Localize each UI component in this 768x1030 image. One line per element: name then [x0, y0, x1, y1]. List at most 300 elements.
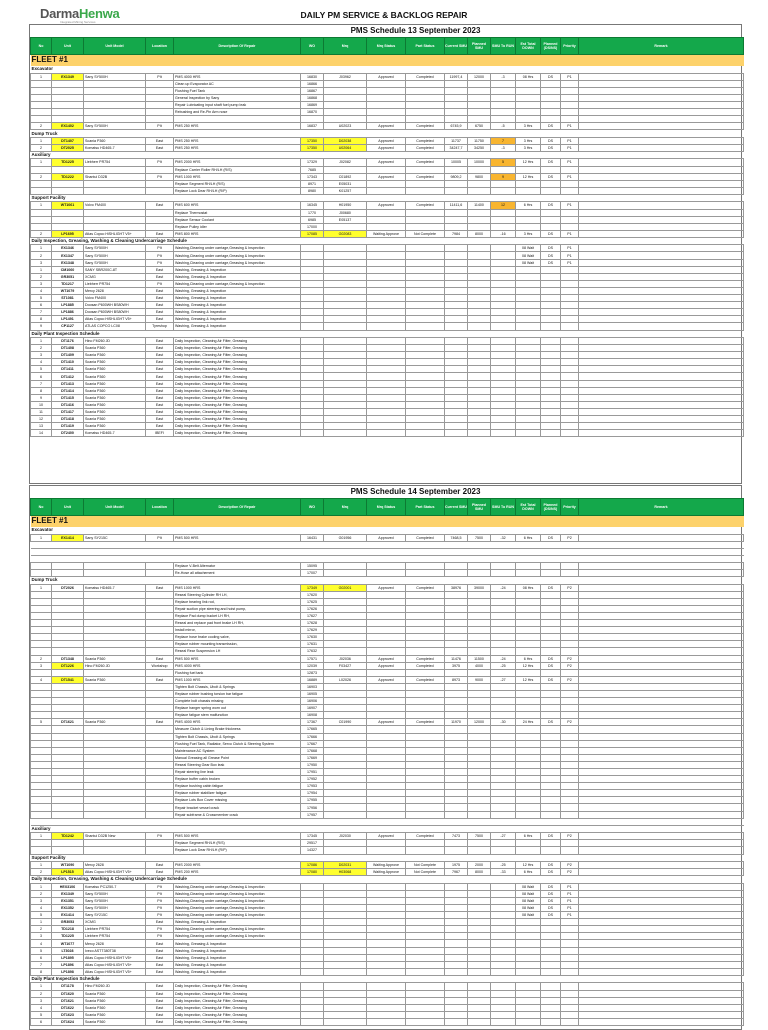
cell-remark: [579, 912, 744, 919]
cell-current-smu: [445, 890, 468, 897]
cell-unit-model: [84, 620, 146, 627]
table-row: [31, 280, 744, 287]
cell-smu-to-run: [491, 309, 516, 316]
cell-unit: LP1491: [52, 316, 84, 323]
cell-wo: 17954: [301, 790, 324, 797]
cell-unit: DT1417: [52, 408, 84, 415]
cell-current-smu: [445, 598, 468, 605]
cell-planned-smu: [468, 387, 491, 394]
cell-wo: 14327: [301, 847, 324, 854]
table-row: [31, 683, 744, 690]
table-row: [31, 108, 744, 115]
cell-unit-model: Komatsu HD465-7: [84, 430, 146, 437]
cell-planned-smu: [468, 926, 491, 933]
table-row: [31, 954, 744, 961]
cell-location: East: [146, 408, 174, 415]
cell-planned-shift: [541, 280, 561, 287]
cell-planned-smu: 8000: [468, 230, 491, 237]
cell-mrq: [324, 401, 367, 408]
cell-priority: [561, 740, 579, 747]
table-row: [31, 627, 744, 634]
cell-part-status: [406, 712, 445, 719]
cell-planned-smu: [468, 634, 491, 641]
cell-no: 7: [31, 380, 52, 387]
cell-part-status: [406, 394, 445, 401]
cell-planned-smu: [468, 990, 491, 997]
cell-description: Washing, Greasing & Inspection: [174, 323, 301, 330]
cell-remark: [579, 605, 744, 612]
cell-est-total-down: 3 Hrs: [516, 123, 541, 130]
cell-location: PIt: [146, 534, 174, 541]
cell-wo: 16870: [301, 108, 324, 115]
table-row: [31, 676, 744, 683]
cell-planned-smu: [468, 776, 491, 783]
cell-mrq: E05031: [324, 180, 367, 187]
cell-unit-model: Scania P360: [84, 366, 146, 373]
cell-location: East: [146, 316, 174, 323]
cell-planned-shift: [541, 87, 561, 94]
cell-unit: [52, 555, 84, 562]
cell-planned-smu: [468, 359, 491, 366]
logo-text-b: Henwa: [78, 6, 120, 21]
cell-wo: 16903: [301, 683, 324, 690]
cell-smu-to-run: [491, 569, 516, 576]
cell-remark: [579, 144, 744, 151]
cell-remark: [579, 380, 744, 387]
cell-part-status: [406, 87, 445, 94]
cell-planned-smu: [468, 769, 491, 776]
cell-planned-shift: [541, 698, 561, 705]
cell-smu-to-run: [491, 387, 516, 394]
cell-priority: [561, 954, 579, 961]
cell-mrq: [324, 316, 367, 323]
section-label: Daily Inspection, Greasing, Washing & Cleaning Undercarriage Schedule: [31, 237, 744, 245]
cell-planned-shift: [541, 430, 561, 437]
cell-planned-smu: [468, 669, 491, 676]
spacer-row: [31, 541, 744, 548]
cell-description: PMS 1000 HRS: [174, 173, 301, 180]
cell-planned-shift: DS: [541, 144, 561, 151]
cell-planned-smu: [468, 94, 491, 101]
column-header-priority: Priority: [561, 38, 579, 55]
cell-unit-model: Scania P360: [84, 1011, 146, 1018]
cell-priority: [561, 690, 579, 697]
cell-no: 2: [31, 655, 52, 662]
cell-planned-smu: [468, 712, 491, 719]
cell-mrq: [324, 430, 367, 437]
cell-unit-model: [84, 790, 146, 797]
cell-location: PIt: [146, 912, 174, 919]
cell-unit: [52, 726, 84, 733]
cell-part-status: Not Complete: [406, 862, 445, 869]
cell-unit: EX1352: [52, 905, 84, 912]
cell-current-smu: [445, 591, 468, 598]
cell-planned-shift: [541, 933, 561, 940]
cell-current-smu: [445, 747, 468, 754]
cell-current-smu: [445, 705, 468, 712]
cell-mrq: [324, 804, 367, 811]
table-row: [31, 997, 744, 1004]
cell-part-status: [406, 897, 445, 904]
cell-planned-shift: [541, 416, 561, 423]
cell-location: PIt: [146, 905, 174, 912]
cell-planned-shift: [541, 116, 561, 123]
cell-planned-shift: DS: [541, 173, 561, 180]
cell-planned-smu: [468, 912, 491, 919]
cell-wo: [301, 338, 324, 345]
cell-mrq-status: [367, 430, 406, 437]
cell-mrq-status: [367, 80, 406, 87]
cell-remark: [579, 555, 744, 562]
cell-smu-to-run: -5: [491, 123, 516, 130]
cell-location: East: [146, 366, 174, 373]
cell-priority: [561, 847, 579, 854]
cell-remark: [579, 726, 744, 733]
cell-smu-to-run: [491, 890, 516, 897]
cell-description: PMS 4000 HRS: [174, 662, 301, 669]
cell-priority: [561, 591, 579, 598]
cell-mrq-status: [367, 380, 406, 387]
cell-smu-to-run: [491, 187, 516, 194]
cell-est-total-down: 3 Hrs: [516, 144, 541, 151]
cell-part-status: [406, 569, 445, 576]
table-row: [31, 159, 744, 166]
cell-planned-smu: [468, 947, 491, 954]
cell-no: [31, 740, 52, 747]
cell-priority: P1: [561, 897, 579, 904]
cell-part-status: [406, 620, 445, 627]
cell-mrq: [324, 394, 367, 401]
cell-smu-to-run: [491, 818, 516, 825]
cell-no: 6: [31, 954, 52, 961]
cell-location: [146, 726, 174, 733]
cell-wo: [301, 345, 324, 352]
cell-unit-model: [84, 187, 146, 194]
cell-mrq-status: [367, 295, 406, 302]
cell-priority: [561, 187, 579, 194]
table-row: [31, 933, 744, 940]
cell-description: Washing,Cleaning under carriage,Greasing & Inspection: [174, 905, 301, 912]
cell-wo: 17086: [301, 862, 324, 869]
cell-est-total-down: [516, 811, 541, 818]
cell-unit-model: Shantui D32B New: [84, 833, 146, 840]
cell-smu-to-run: [491, 940, 516, 947]
cell-location: East: [146, 401, 174, 408]
section-label: Daily Plant Inspection Schedule: [31, 330, 744, 338]
cell-wo: 16866: [301, 80, 324, 87]
cell-remark: [579, 287, 744, 294]
cell-planned-smu: 34250: [468, 144, 491, 151]
cell-current-smu: [445, 726, 468, 733]
cell-wo: 16837: [301, 123, 324, 130]
cell-mrq-status: [367, 87, 406, 94]
cell-unit: [52, 648, 84, 655]
cell-unit: [52, 790, 84, 797]
cell-wo: 17665: [301, 726, 324, 733]
column-header-part-status: Part Status: [406, 38, 445, 55]
fleet-banner: [31, 516, 744, 527]
cell-description: [174, 548, 301, 555]
cell-current-smu: [445, 1018, 468, 1025]
table-row: [31, 620, 744, 627]
cell-remark: [579, 87, 744, 94]
cell-planned-smu: 11500: [468, 655, 491, 662]
table-row: [31, 926, 744, 933]
cell-location: PIt: [146, 890, 174, 897]
table-row: [31, 591, 744, 598]
cell-no: 1: [31, 833, 52, 840]
cell-est-total-down: [516, 569, 541, 576]
cell-unit: TD1222: [52, 173, 84, 180]
table-row: [31, 302, 744, 309]
cell-priority: P1: [561, 252, 579, 259]
cell-mrq-status: [367, 712, 406, 719]
cell-location: East: [146, 359, 174, 366]
cell-priority: [561, 968, 579, 975]
table-row: [31, 883, 744, 890]
cell-description: Daily Inspection, Cleaning Air Filter, Greasing: [174, 394, 301, 401]
cell-current-smu: [445, 569, 468, 576]
cell-est-total-down: [516, 80, 541, 87]
cell-description: Reseal and replace pad front brake LH RH,: [174, 620, 301, 627]
cell-current-smu: 9809,2: [445, 173, 468, 180]
cell-remark: [579, 216, 744, 223]
cell-remark: [579, 108, 744, 115]
column-header-remark: Remark: [579, 38, 744, 55]
cell-mrq: [324, 287, 367, 294]
cell-current-smu: [445, 919, 468, 926]
cell-mrq-status: [367, 933, 406, 940]
cell-mrq-status: [367, 840, 406, 847]
cell-unit-model: Shantui D32B: [84, 173, 146, 180]
cell-unit-model: Doosan P600WH BS80WH: [84, 309, 146, 316]
cell-planned-smu: [468, 223, 491, 230]
cell-part-status: Not Complete: [406, 230, 445, 237]
cell-no: 4: [31, 1004, 52, 1011]
table-row: [31, 223, 744, 230]
cell-description: Daily Inspection, Cleaning Air Filter, Greasing: [174, 345, 301, 352]
column-header-no: No: [31, 38, 52, 55]
cell-description: Washing, Greasing & Inspection: [174, 919, 301, 926]
cell-current-smu: [445, 408, 468, 415]
cell-priority: [561, 761, 579, 768]
cell-smu-to-run: [491, 598, 516, 605]
cell-mrq: [324, 605, 367, 612]
cell-est-total-down: [516, 1004, 541, 1011]
cell-mrq: [324, 776, 367, 783]
cell-part-status: [406, 166, 445, 173]
cell-current-smu: [445, 990, 468, 997]
cell-wo: [301, 954, 324, 961]
cell-est-total-down: [516, 380, 541, 387]
cell-part-status: [406, 1011, 445, 1018]
cell-priority: [561, 598, 579, 605]
cell-smu-to-run: [491, 108, 516, 115]
cell-est-total-down: [516, 316, 541, 323]
cell-planned-shift: [541, 273, 561, 280]
cell-unit: DT1176: [52, 338, 84, 345]
cell-est-total-down: [516, 712, 541, 719]
cell-mrq-status: [367, 669, 406, 676]
cell-part-status: Completed: [406, 137, 445, 144]
cell-priority: [561, 634, 579, 641]
cell-smu-to-run: [491, 366, 516, 373]
cell-part-status: [406, 919, 445, 926]
cell-planned-smu: [468, 295, 491, 302]
cell-unit: [52, 761, 84, 768]
cell-unit-model: [84, 783, 146, 790]
cell-mrq-status: [367, 761, 406, 768]
cell-part-status: Completed: [406, 534, 445, 541]
cell-smu-to-run: [491, 273, 516, 280]
column-header-mrq: Mrq: [324, 38, 367, 55]
cell-description: Daily Inspection, Cleaning Air Filter, Greasing: [174, 1011, 301, 1018]
cell-smu-to-run: [491, 747, 516, 754]
cell-priority: P2: [561, 584, 579, 591]
cell-est-total-down: [516, 373, 541, 380]
section-label: Dump Truck: [31, 130, 744, 138]
cell-no: 4: [31, 905, 52, 912]
cell-remark: [579, 940, 744, 947]
cell-priority: P1: [561, 123, 579, 130]
cell-part-status: [406, 309, 445, 316]
cell-unit: EX1349: [52, 890, 84, 897]
cell-unit: LP1896: [52, 961, 84, 968]
cell-unit: [52, 705, 84, 712]
cell-no: 1: [31, 919, 52, 926]
cell-location: East: [146, 338, 174, 345]
cell-remark: [579, 338, 744, 345]
fleet-label: FLEET #1: [31, 55, 744, 66]
cell-location: East: [146, 676, 174, 683]
cell-planned-smu: 12000: [468, 73, 491, 80]
cell-part-status: [406, 690, 445, 697]
cell-remark: [579, 166, 744, 173]
cell-planned-smu: [468, 698, 491, 705]
cell-unit-model: Volvo FM400: [84, 295, 146, 302]
cell-current-smu: [445, 323, 468, 330]
cell-mrq: [324, 947, 367, 954]
cell-wo: 17955: [301, 797, 324, 804]
cell-current-smu: [445, 394, 468, 401]
cell-planned-shift: [541, 990, 561, 997]
cell-part-status: [406, 733, 445, 740]
cell-mrq-status: [367, 627, 406, 634]
cell-location: PIt: [146, 280, 174, 287]
cell-planned-smu: [468, 883, 491, 890]
cell-unit-model: Scania P360: [84, 719, 146, 726]
cell-location: East: [146, 352, 174, 359]
cell-smu-to-run: -3: [491, 144, 516, 151]
cell-no: 3: [31, 352, 52, 359]
cell-unit: [52, 180, 84, 187]
cell-current-smu: 10005: [445, 159, 468, 166]
cell-no: [31, 87, 52, 94]
cell-planned-smu: 8000: [468, 869, 491, 876]
cell-est-total-down: [516, 790, 541, 797]
cell-current-smu: [445, 754, 468, 761]
cell-planned-shift: [541, 216, 561, 223]
cell-no: 7: [31, 309, 52, 316]
cell-current-smu: [445, 416, 468, 423]
cell-unit-model: Sany SY215C: [84, 534, 146, 541]
cell-mrq: C01892: [324, 173, 367, 180]
cell-mrq-status: [367, 366, 406, 373]
cell-unit: WT1061: [52, 202, 84, 209]
cell-planned-shift: [541, 747, 561, 754]
cell-planned-shift: [541, 847, 561, 854]
cell-description: PMS 1000 HRS: [174, 676, 301, 683]
cell-location: [146, 818, 174, 825]
cell-smu-to-run: [491, 754, 516, 761]
cell-planned-shift: [541, 569, 561, 576]
table-row: [31, 230, 744, 237]
cell-unit-model: Doosan P600WH BS80WH: [84, 302, 146, 309]
cell-mrq-status: [367, 926, 406, 933]
cell-description: Rebushing and Re-Pin Arm nose: [174, 108, 301, 115]
cell-priority: [561, 783, 579, 790]
cell-priority: [561, 352, 579, 359]
cell-location: [146, 605, 174, 612]
cell-remark: [579, 733, 744, 740]
cell-priority: [561, 401, 579, 408]
section-header: [31, 825, 744, 833]
cell-mrq-status: [367, 605, 406, 612]
cell-planned-shift: [541, 648, 561, 655]
cell-priority: P2: [561, 862, 579, 869]
cell-current-smu: [445, 280, 468, 287]
cell-unit: TD1242: [52, 833, 84, 840]
cell-est-total-down: [516, 101, 541, 108]
table-row: [31, 804, 744, 811]
table-row: [31, 1011, 744, 1018]
cell-remark: [579, 804, 744, 811]
cell-wo: 17956: [301, 804, 324, 811]
cell-mrq-status: [367, 1004, 406, 1011]
cell-priority: P2: [561, 719, 579, 726]
cell-part-status: [406, 804, 445, 811]
cell-mrq: [324, 416, 367, 423]
cell-part-status: [406, 890, 445, 897]
cell-location: Tyreshop: [146, 323, 174, 330]
cell-current-smu: [445, 548, 468, 555]
cell-part-status: [406, 591, 445, 598]
cell-planned-shift: [541, 840, 561, 847]
cell-location: [146, 108, 174, 115]
cell-est-total-down: [516, 620, 541, 627]
table-row: [31, 430, 744, 437]
cell-priority: [561, 316, 579, 323]
cell-remark: [579, 719, 744, 726]
cell-mrq: [324, 983, 367, 990]
cell-mrq-status: [367, 555, 406, 562]
cell-unit-model: Liebherr PR754: [84, 926, 146, 933]
cell-description: Replace fatigue stem malfunction: [174, 712, 301, 719]
cell-planned-shift: [541, 690, 561, 697]
cell-wo: [301, 919, 324, 926]
cell-mrq-status: Approved: [367, 662, 406, 669]
cell-planned-shift: [541, 797, 561, 804]
cell-current-smu: [445, 761, 468, 768]
cell-planned-smu: 6750: [468, 123, 491, 130]
cell-remark: [579, 847, 744, 854]
cell-unit-model: Scania P360: [84, 1018, 146, 1025]
cell-description: Daily Inspection, Cleaning Air Filter, Greasing: [174, 416, 301, 423]
cell-wo: [301, 968, 324, 975]
cell-planned-smu: [468, 940, 491, 947]
cell-smu-to-run: [491, 1018, 516, 1025]
cell-unit-model: Komatsu HD465-7: [84, 584, 146, 591]
